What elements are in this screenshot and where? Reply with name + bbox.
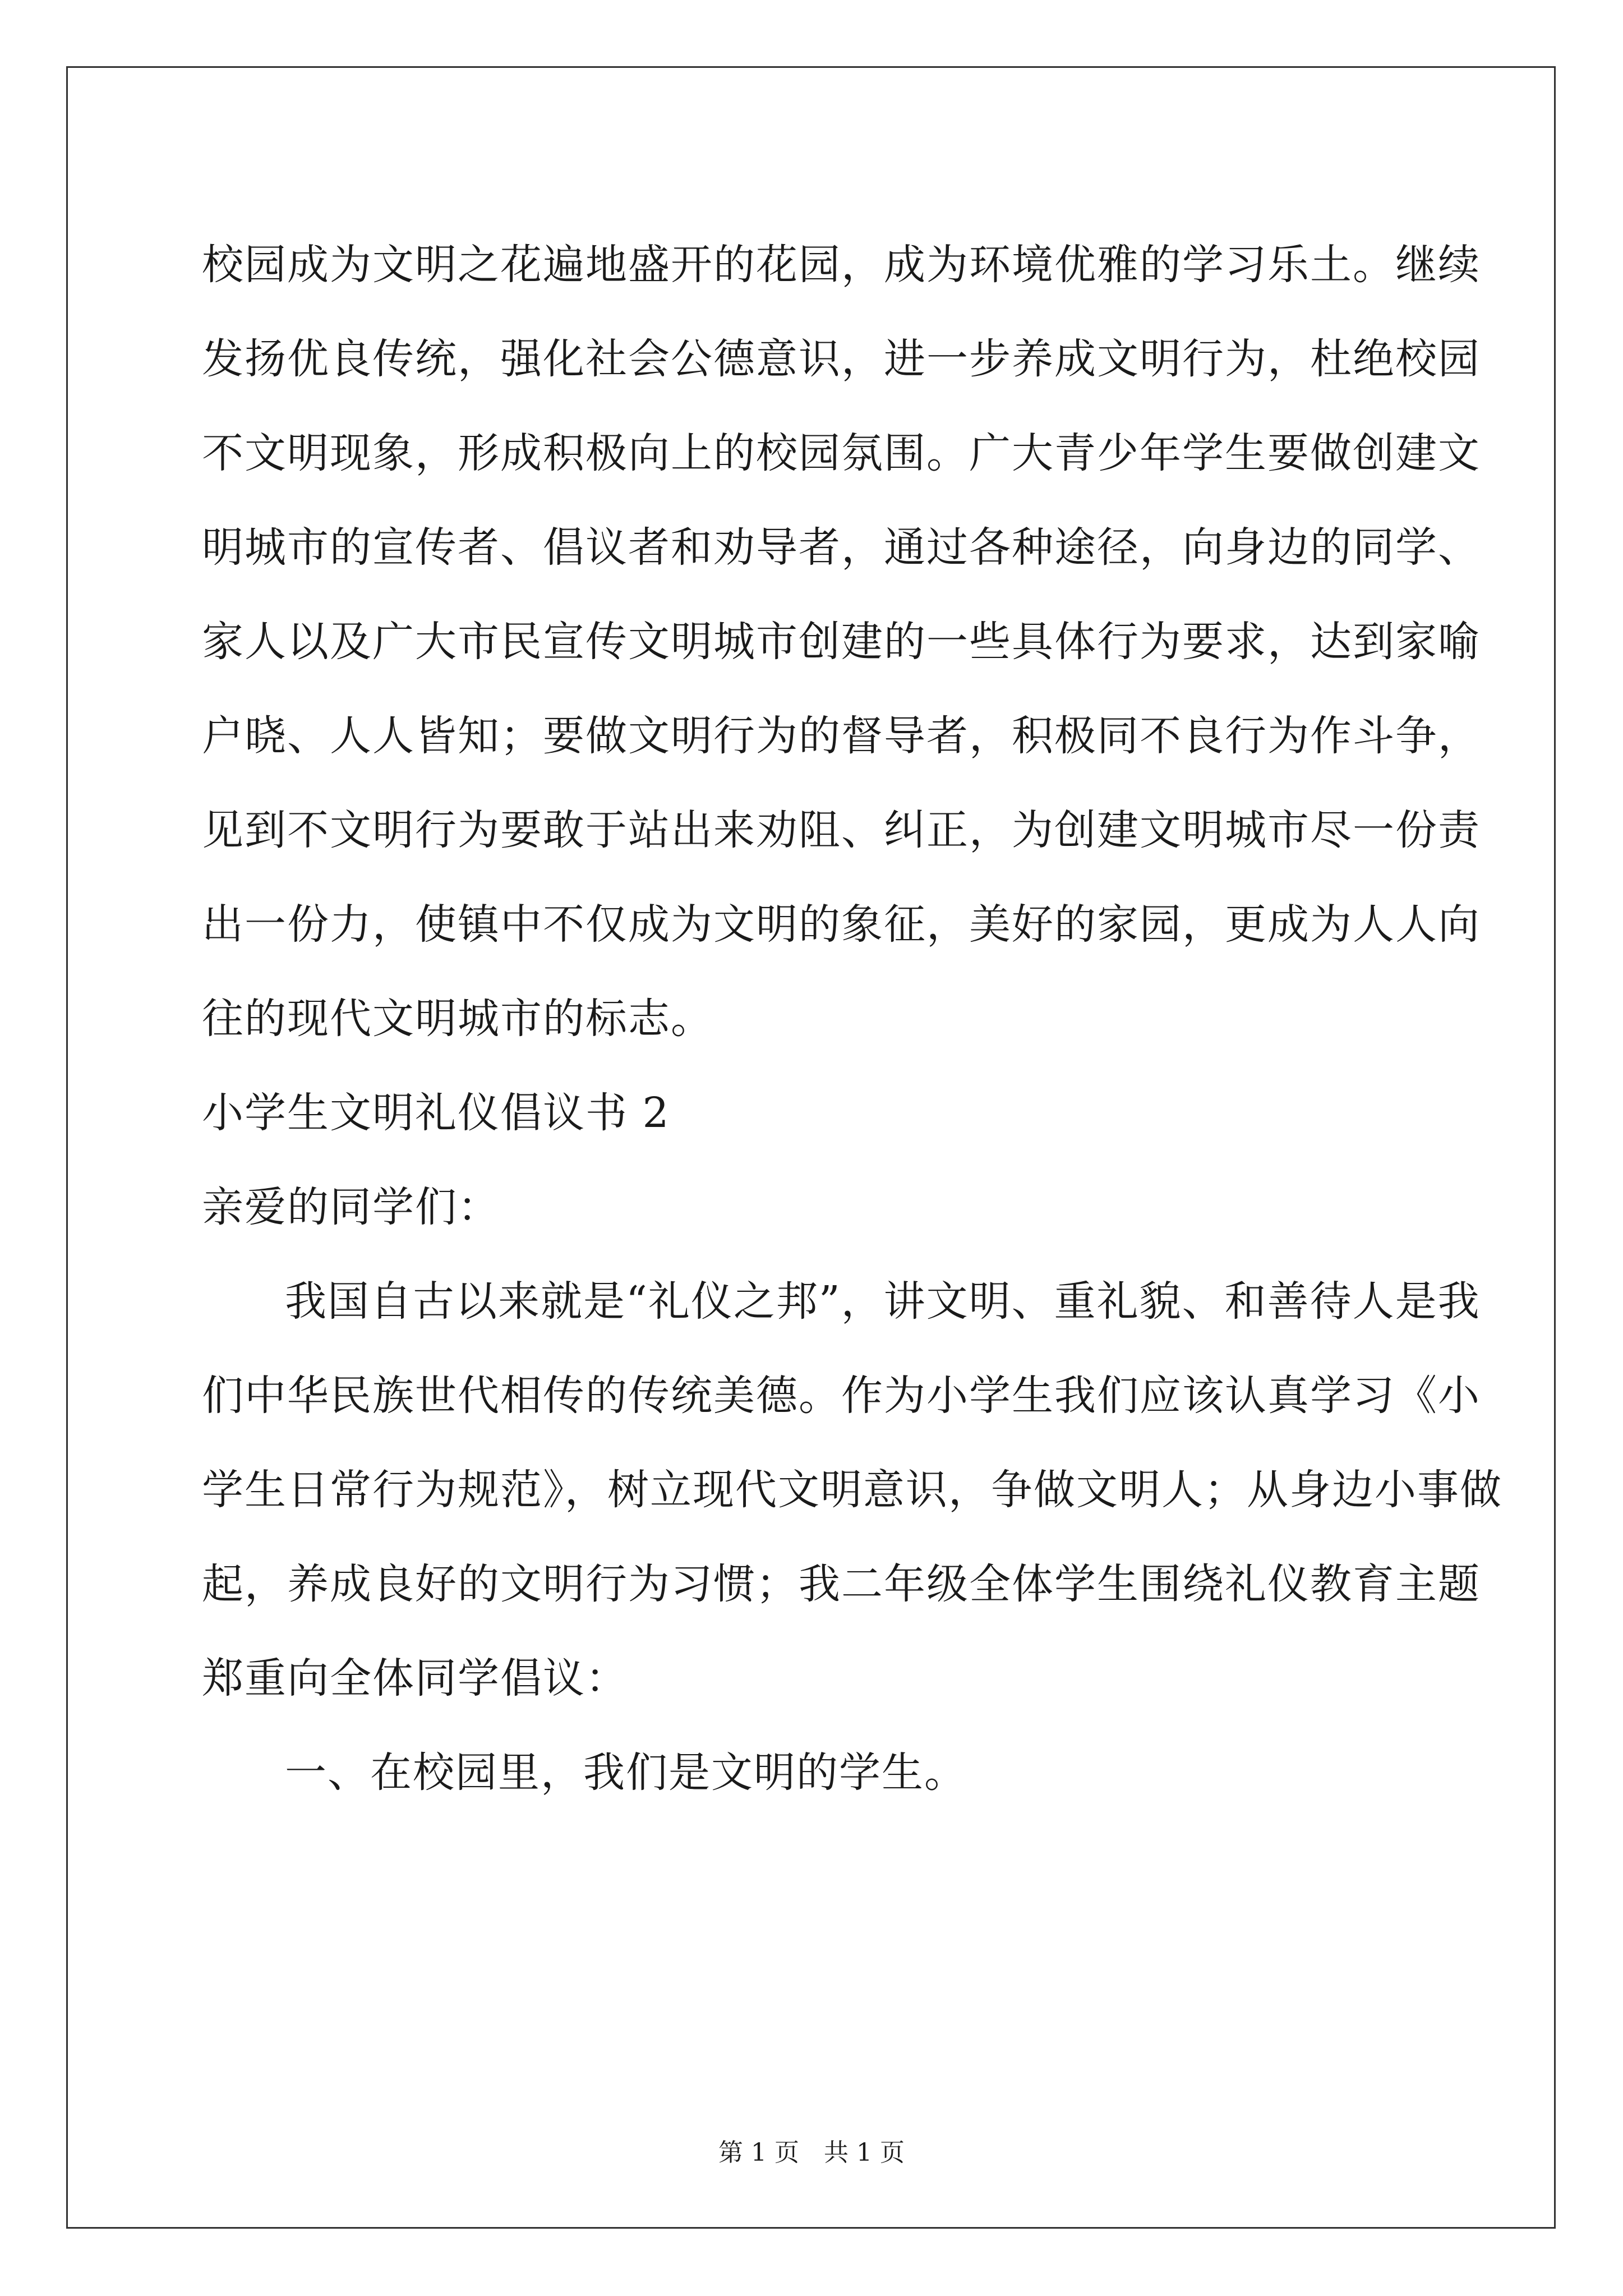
paragraph-line: 我国自古以来就是“礼仪之邦”，讲文明、重礼貌、和善待人是我 [285, 1277, 1481, 1326]
body-line: 不文明现象，形成积极向上的校园氛围。广大青少年学生要做创建文 [202, 429, 1481, 477]
body-line: 家人以及广大市民宣传文明城市创建的一些具体行为要求，达到家喻 [202, 618, 1481, 666]
body-line: 发扬优良传统，强化社会公德意识，进一步养成文明行为，杜绝校园 [202, 335, 1481, 383]
paragraph-line: 起，养成良好的文明行为习惯；我二年级全体学生围绕礼仪教育主题 [202, 1560, 1481, 1608]
document-body [202, 218, 1502, 1820]
list-item: 一、在校园里，我们是文明的学生。 [285, 1749, 967, 1797]
body-line: 出一份力，使镇中不仅成为文明的象征，美好的家园，更成为人人向 [202, 900, 1481, 949]
body-line: 见到不文明行为要敢于站出来劝阻、纠正，为创建文明城市尽一份责 [202, 806, 1481, 854]
body-line: 户晓、人人皆知；要做文明行为的督导者，积极同不良行为作斗争， [202, 712, 1481, 760]
paragraph-line: 们中华民族世代相传的传统美德。作为小学生我们应该认真学习《小 [202, 1372, 1481, 1420]
body-line: 往的现代文明城市的标志。 [202, 995, 713, 1043]
page-number: 第 1 页 共 1 页 [718, 2138, 905, 2167]
paragraph-line: 学生日常行为规范》，树立现代文明意识，争做文明人；从身边小事做 [202, 1466, 1502, 1514]
body-line: 校园成为文明之花遍地盛开的花园，成为环境优雅的学习乐土。继续 [202, 241, 1481, 289]
body-line: 明城市的宣传者、倡议者和劝导者，通过各种途径，向身边的同学、 [202, 523, 1481, 572]
paragraph-line: 郑重向全体同学倡议： [202, 1654, 628, 1703]
section-title: 小学生文明礼仪倡议书 2 [202, 1089, 670, 1137]
greeting: 亲爱的同学们： [202, 1183, 500, 1231]
